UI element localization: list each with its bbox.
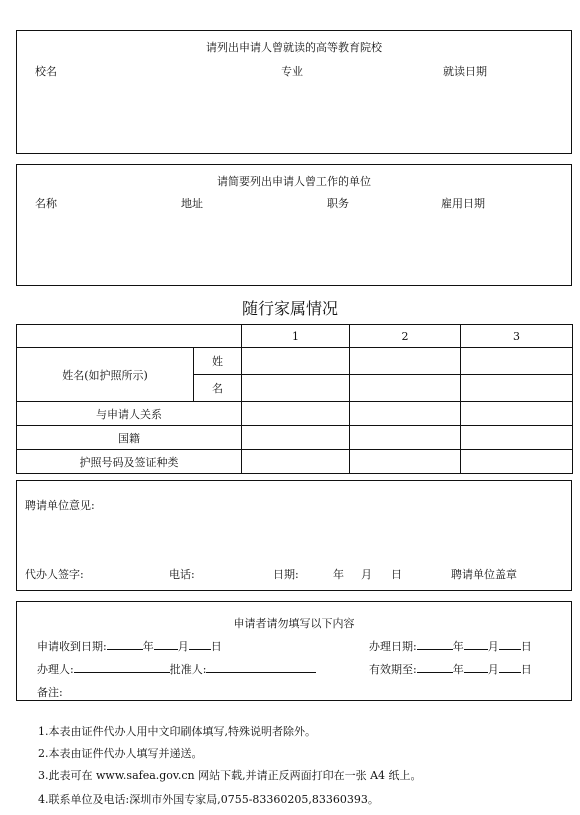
- processed-day-blank[interactable]: [499, 639, 521, 650]
- employer-opinion-label: 聘请单位意见:: [25, 499, 95, 512]
- year-label: 年: [452, 663, 464, 676]
- col-employment-dates: 雇用日期: [441, 197, 485, 210]
- valid-until-field: [369, 661, 532, 677]
- name-label: 姓名(如护照所示): [17, 348, 194, 402]
- column-header: 3: [461, 325, 573, 348]
- family-table: [16, 324, 573, 474]
- surname-cell-3[interactable]: [461, 348, 573, 375]
- passport-cell-3[interactable]: [461, 450, 573, 474]
- note-item: 4.联系单位及电话:深圳市外国专家局,0755-83360205,83360393。: [38, 793, 379, 806]
- received-date-field: [37, 638, 222, 654]
- handler-label: 办理人:: [37, 663, 74, 676]
- note-item: 1.本表由证件代办人用中文印刷体填写,特殊说明者除外。: [38, 725, 316, 738]
- month-label: 月: [487, 663, 499, 676]
- handler-blank[interactable]: [74, 662, 170, 673]
- passport-cell-2[interactable]: [350, 450, 461, 474]
- given-name-cell-3[interactable]: [461, 375, 573, 402]
- surname-label: 姓: [194, 348, 242, 375]
- month-label: 月: [361, 568, 372, 581]
- table-corner-cell: [17, 325, 242, 348]
- given-name-cell-1[interactable]: [242, 375, 350, 402]
- nationality-cell-2[interactable]: [350, 426, 461, 450]
- date-label: 日期:: [273, 568, 299, 581]
- table-row: [17, 348, 573, 375]
- table-row: [17, 450, 573, 474]
- processed-date-field: [369, 638, 532, 654]
- table-row: [17, 402, 573, 426]
- relation-cell-3[interactable]: [461, 402, 573, 426]
- col-study-dates: 就读日期: [443, 65, 487, 78]
- column-header: 1: [242, 325, 350, 348]
- note-item: 2.本表由证件代办人填写并递送。: [38, 747, 203, 760]
- approver-label: 批准人:: [169, 663, 207, 676]
- day-label: 日: [391, 568, 402, 581]
- note-item: 3.此表可在 www.safea.gov.cn 网站下载,并请正反两面打印在一张 A4 纸上。: [38, 769, 422, 782]
- nationality-cell-3[interactable]: [461, 426, 573, 450]
- col-employer-address: 地址: [181, 197, 203, 210]
- day-label: 日: [520, 640, 532, 653]
- office-use-section: [16, 601, 572, 701]
- office-use-title: 申请者请勿填写以下内容: [233, 617, 355, 630]
- nationality-cell-1[interactable]: [242, 426, 350, 450]
- given-name-label: 名: [194, 375, 242, 402]
- day-label: 日: [210, 640, 222, 653]
- col-major: 专业: [281, 65, 303, 78]
- processed-year-blank[interactable]: [417, 639, 453, 650]
- surname-cell-1[interactable]: [242, 348, 350, 375]
- year-label: 年: [452, 640, 464, 653]
- approver-blank[interactable]: [206, 662, 316, 673]
- col-school: 校名: [35, 65, 57, 78]
- table-row: [17, 426, 573, 450]
- employment-section: [16, 164, 572, 286]
- handler-field: [37, 661, 316, 677]
- education-section: [16, 30, 572, 154]
- valid-year-blank[interactable]: [417, 662, 453, 673]
- given-name-cell-2[interactable]: [350, 375, 461, 402]
- relation-label: 与申请人关系: [17, 402, 242, 426]
- phone-label: 电话:: [169, 568, 195, 581]
- passport-label: 护照号码及签证种类: [17, 450, 242, 474]
- valid-month-blank[interactable]: [464, 662, 488, 673]
- agent-signature-label: 代办人签字:: [25, 568, 84, 581]
- remarks-label: 备注:: [37, 686, 63, 699]
- table-header-row: [17, 325, 573, 348]
- year-label: 年: [142, 640, 154, 653]
- nationality-label: 国籍: [17, 426, 242, 450]
- surname-cell-2[interactable]: [350, 348, 461, 375]
- col-employer-name: 名称: [35, 197, 57, 210]
- relation-cell-2[interactable]: [350, 402, 461, 426]
- valid-until-label: 有效期至:: [369, 663, 417, 676]
- employer-opinion-section: [16, 480, 572, 591]
- family-heading: 随行家属情况: [241, 299, 338, 318]
- processed-date-label: 办理日期:: [369, 640, 417, 653]
- received-month-blank[interactable]: [154, 639, 178, 650]
- year-label: 年: [333, 568, 344, 581]
- column-header: 2: [350, 325, 461, 348]
- month-label: 月: [487, 640, 499, 653]
- passport-cell-1[interactable]: [242, 450, 350, 474]
- day-label: 日: [520, 663, 532, 676]
- education-title: 请列出申请人曾就读的高等教育院校: [206, 41, 382, 54]
- valid-day-blank[interactable]: [499, 662, 521, 673]
- employer-seal-label: 聘请单位盖章: [451, 568, 517, 581]
- processed-month-blank[interactable]: [464, 639, 488, 650]
- received-year-blank[interactable]: [107, 639, 143, 650]
- month-label: 月: [177, 640, 189, 653]
- received-day-blank[interactable]: [189, 639, 211, 650]
- employment-title: 请简要列出申请人曾工作的单位: [217, 175, 371, 188]
- received-date-label: 申请收到日期:: [37, 640, 107, 653]
- relation-cell-1[interactable]: [242, 402, 350, 426]
- col-position: 职务: [327, 197, 349, 210]
